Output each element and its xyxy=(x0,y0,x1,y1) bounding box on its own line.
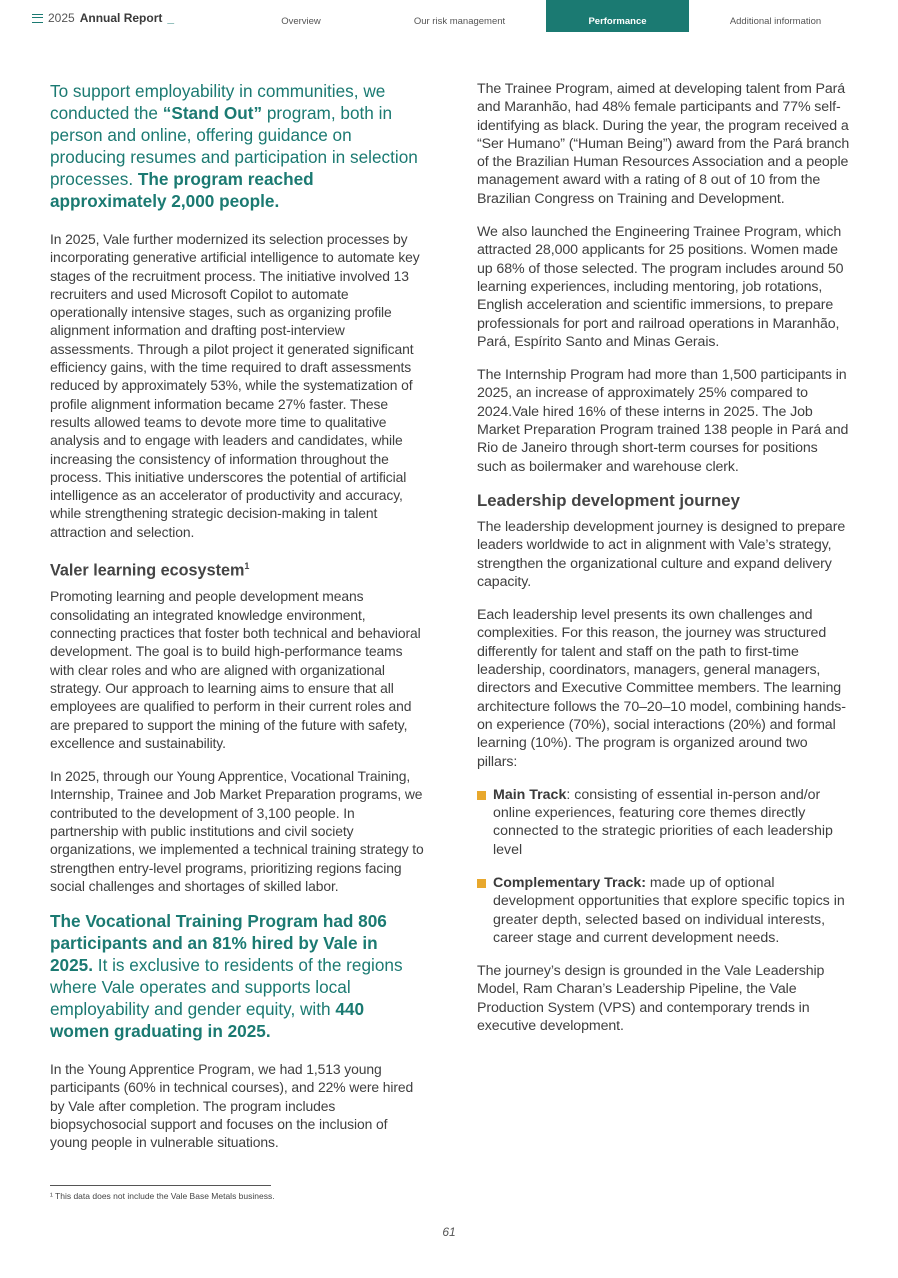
title-cursor: _ xyxy=(167,11,175,25)
lead-strong: The Vocational Training Program had 806 participants and an 81% hired by Vale in 2025. xyxy=(50,911,387,976)
lead-text: To support employability in communities, we conducted the xyxy=(50,81,386,123)
learning-ecosystem-heading xyxy=(50,556,424,580)
footnote: ¹ This data does not include the Vale Base Metals business. xyxy=(50,1191,275,1201)
menu-icon[interactable] xyxy=(32,14,43,23)
journey-design-paragraph: The journey’s design is grounded in the Vale Leadership Model, Ram Charan’s Leadership Pipeline, the Vale Production System (VPS) and contemporary trends in executive development. xyxy=(477,963,825,1035)
lead-text: program, both in person and online, offering guidance on producing resumes and participation in selection processes. xyxy=(50,103,418,189)
engineering-trainee-paragraph: We also launched the Engineering Trainee Program, which attracted 28,000 applicants for 25 positions. Women made up 68% of those selected. The program includes around 50 learning experiences, including mentoring, job rotations, English acceleration and scientific immersions, to prepare professionals for port and railroad operations in Maranhão, Pará, Espírito Santo and Minas Gerais. xyxy=(477,224,844,350)
lead-strong: “Stand Out” xyxy=(162,103,263,123)
bullet-square-icon xyxy=(477,791,486,800)
programs-paragraph: In 2025, through our Young Apprentice, Vocational Training, Internship, Trainee and Job Market Preparation programs, we contributed to the development of 3,100 people. In partnership with public institutions and civil society organizations, we implemented a technical training strategy to strengthen entry-level programs, prioritizing regions facing social challenges and shortages of skilled labor. xyxy=(50,768,424,894)
right-column xyxy=(477,80,851,1050)
trainee-program-paragraph: The Trainee Program, aimed at developing talent from Pará and Maranhão, had 48% female participants and 77% self-identifying as black. During the year, the program received a “Ser Humano” (“Human Being”) award from the Pará branch of the Brazilian Human Resources Association and a people management award with a rating of 8 out of 10 from the Brazilian Congress on Training and Development. xyxy=(477,81,850,207)
bullet-main-track xyxy=(477,786,851,859)
lead-text: It is exclusive to residents of the regions where Vale operates and supports local employability and gender equity, with xyxy=(50,955,403,1020)
learning-paragraph: Promoting learning and people development means consolidating an integrated knowledge environment, connecting practices that foster both technical and behavioral development. The goal is to build high-performance teams with clear roles and who are aligned with organizational strategy. Our approach to learning aims to ensure that all employees are qualified to perform in their current roles and are prepared to support the mining of the future with safety, excellence and sustainability. xyxy=(50,588,421,751)
bullet-text: : consisting of essential in-person and/or online experiences, featuring core themes directly connected to the strategic priorities of each leadership level xyxy=(493,786,833,858)
footnote-divider xyxy=(50,1185,271,1186)
bullet-text: made up of optional development opportunities that explore specific topics in greater depth, selected based on individual interests, career stage and current development needs. xyxy=(493,874,845,946)
bullet-title: Main Track xyxy=(493,786,567,803)
leadership-journey-heading: Leadership development journey xyxy=(477,490,740,510)
young-apprentice-paragraph: In the Young Apprentice Program, we had 1,513 young participants (60% in technical courses), and 22% were hired by Vale after completion. The program includes biopsychosocial support and focuses on the inclusion of young people in vulnerable situations. xyxy=(50,1061,414,1151)
stand-out-highlight xyxy=(50,80,424,212)
tab-overview[interactable]: Overview xyxy=(281,16,321,27)
left-column xyxy=(50,80,424,1167)
lead-strong: The program reached approximately 2,000 people. xyxy=(50,169,314,211)
report-title: Annual Report xyxy=(79,11,163,25)
report-year: 2025 xyxy=(48,11,75,25)
footnote-ref[interactable]: 1 xyxy=(244,561,250,572)
page-number: 61 xyxy=(442,1225,456,1239)
bullet-square-icon xyxy=(477,879,486,888)
tab-performance[interactable]: Performance xyxy=(546,0,689,32)
vocational-training-highlight xyxy=(50,910,424,1042)
report-brand[interactable] xyxy=(32,11,174,25)
bullet-complementary-track xyxy=(477,874,851,947)
internship-paragraph: The Internship Program had more than 1,500 participants in 2025, an increase of approximately 25% compared to 2024.Vale hired 16% of these interns in 2025. The Job Market Preparation Program trained 138 people in Pará and Rio de Janeiro through short-term courses for positions such as boilermaker and warehouse clerk. xyxy=(477,367,849,475)
top-navigation xyxy=(0,0,898,32)
tab-additional-information[interactable]: Additional information xyxy=(729,16,822,27)
tab-risk-management[interactable]: Our risk management xyxy=(413,16,506,27)
ai-selection-paragraph: In 2025, Vale further modernized its selection processes by incorporating generative artificial intelligence to automate key stages of the recruitment process. The initiative involved 13 recruiters and used Microsoft Copilot to automate operationally intensive stages, such as organizing profile alignment information and drafting post-interview assessments. Through a pilot project it generated significant efficiency gains, with the time required to draft assessments reduced by approximately 53%, while the systematization of profile alignment information became 27% faster. These results allowed teams to devote more time to qualitative analysis and to engage with leaders and candidates, while increasing the consistency of information throughout the process. This initiative underscores the potential of artificial intelligence as an accelerator of productivity and accuracy, while strengthening strategic decision-making in talent attraction and selection. xyxy=(50,231,420,540)
leadership-levels-paragraph: Each leadership level presents its own challenges and complexities. For this reason, the journey was structured differently for talent and staff on the path to first-time leadership, coordinators, managers, general managers, directors and Executive Committee members. The learning architecture follows the 70–20–10 model, combining hands-on experience (70%), social interactions (20%) and formal learning (10%). The program is organized around two pillars: xyxy=(477,607,846,770)
bullet-title: Complementary Track: xyxy=(493,874,646,891)
lead-strong: 440 women graduating in 2025. xyxy=(50,999,365,1042)
heading-text: Valer learning ecosystem xyxy=(50,561,245,580)
leadership-intro-paragraph: The leadership development journey is designed to prepare leaders worldwide to act in alignment with Vale’s strategy, strengthen the organizational culture and expand delivery capacity. xyxy=(477,518,846,590)
